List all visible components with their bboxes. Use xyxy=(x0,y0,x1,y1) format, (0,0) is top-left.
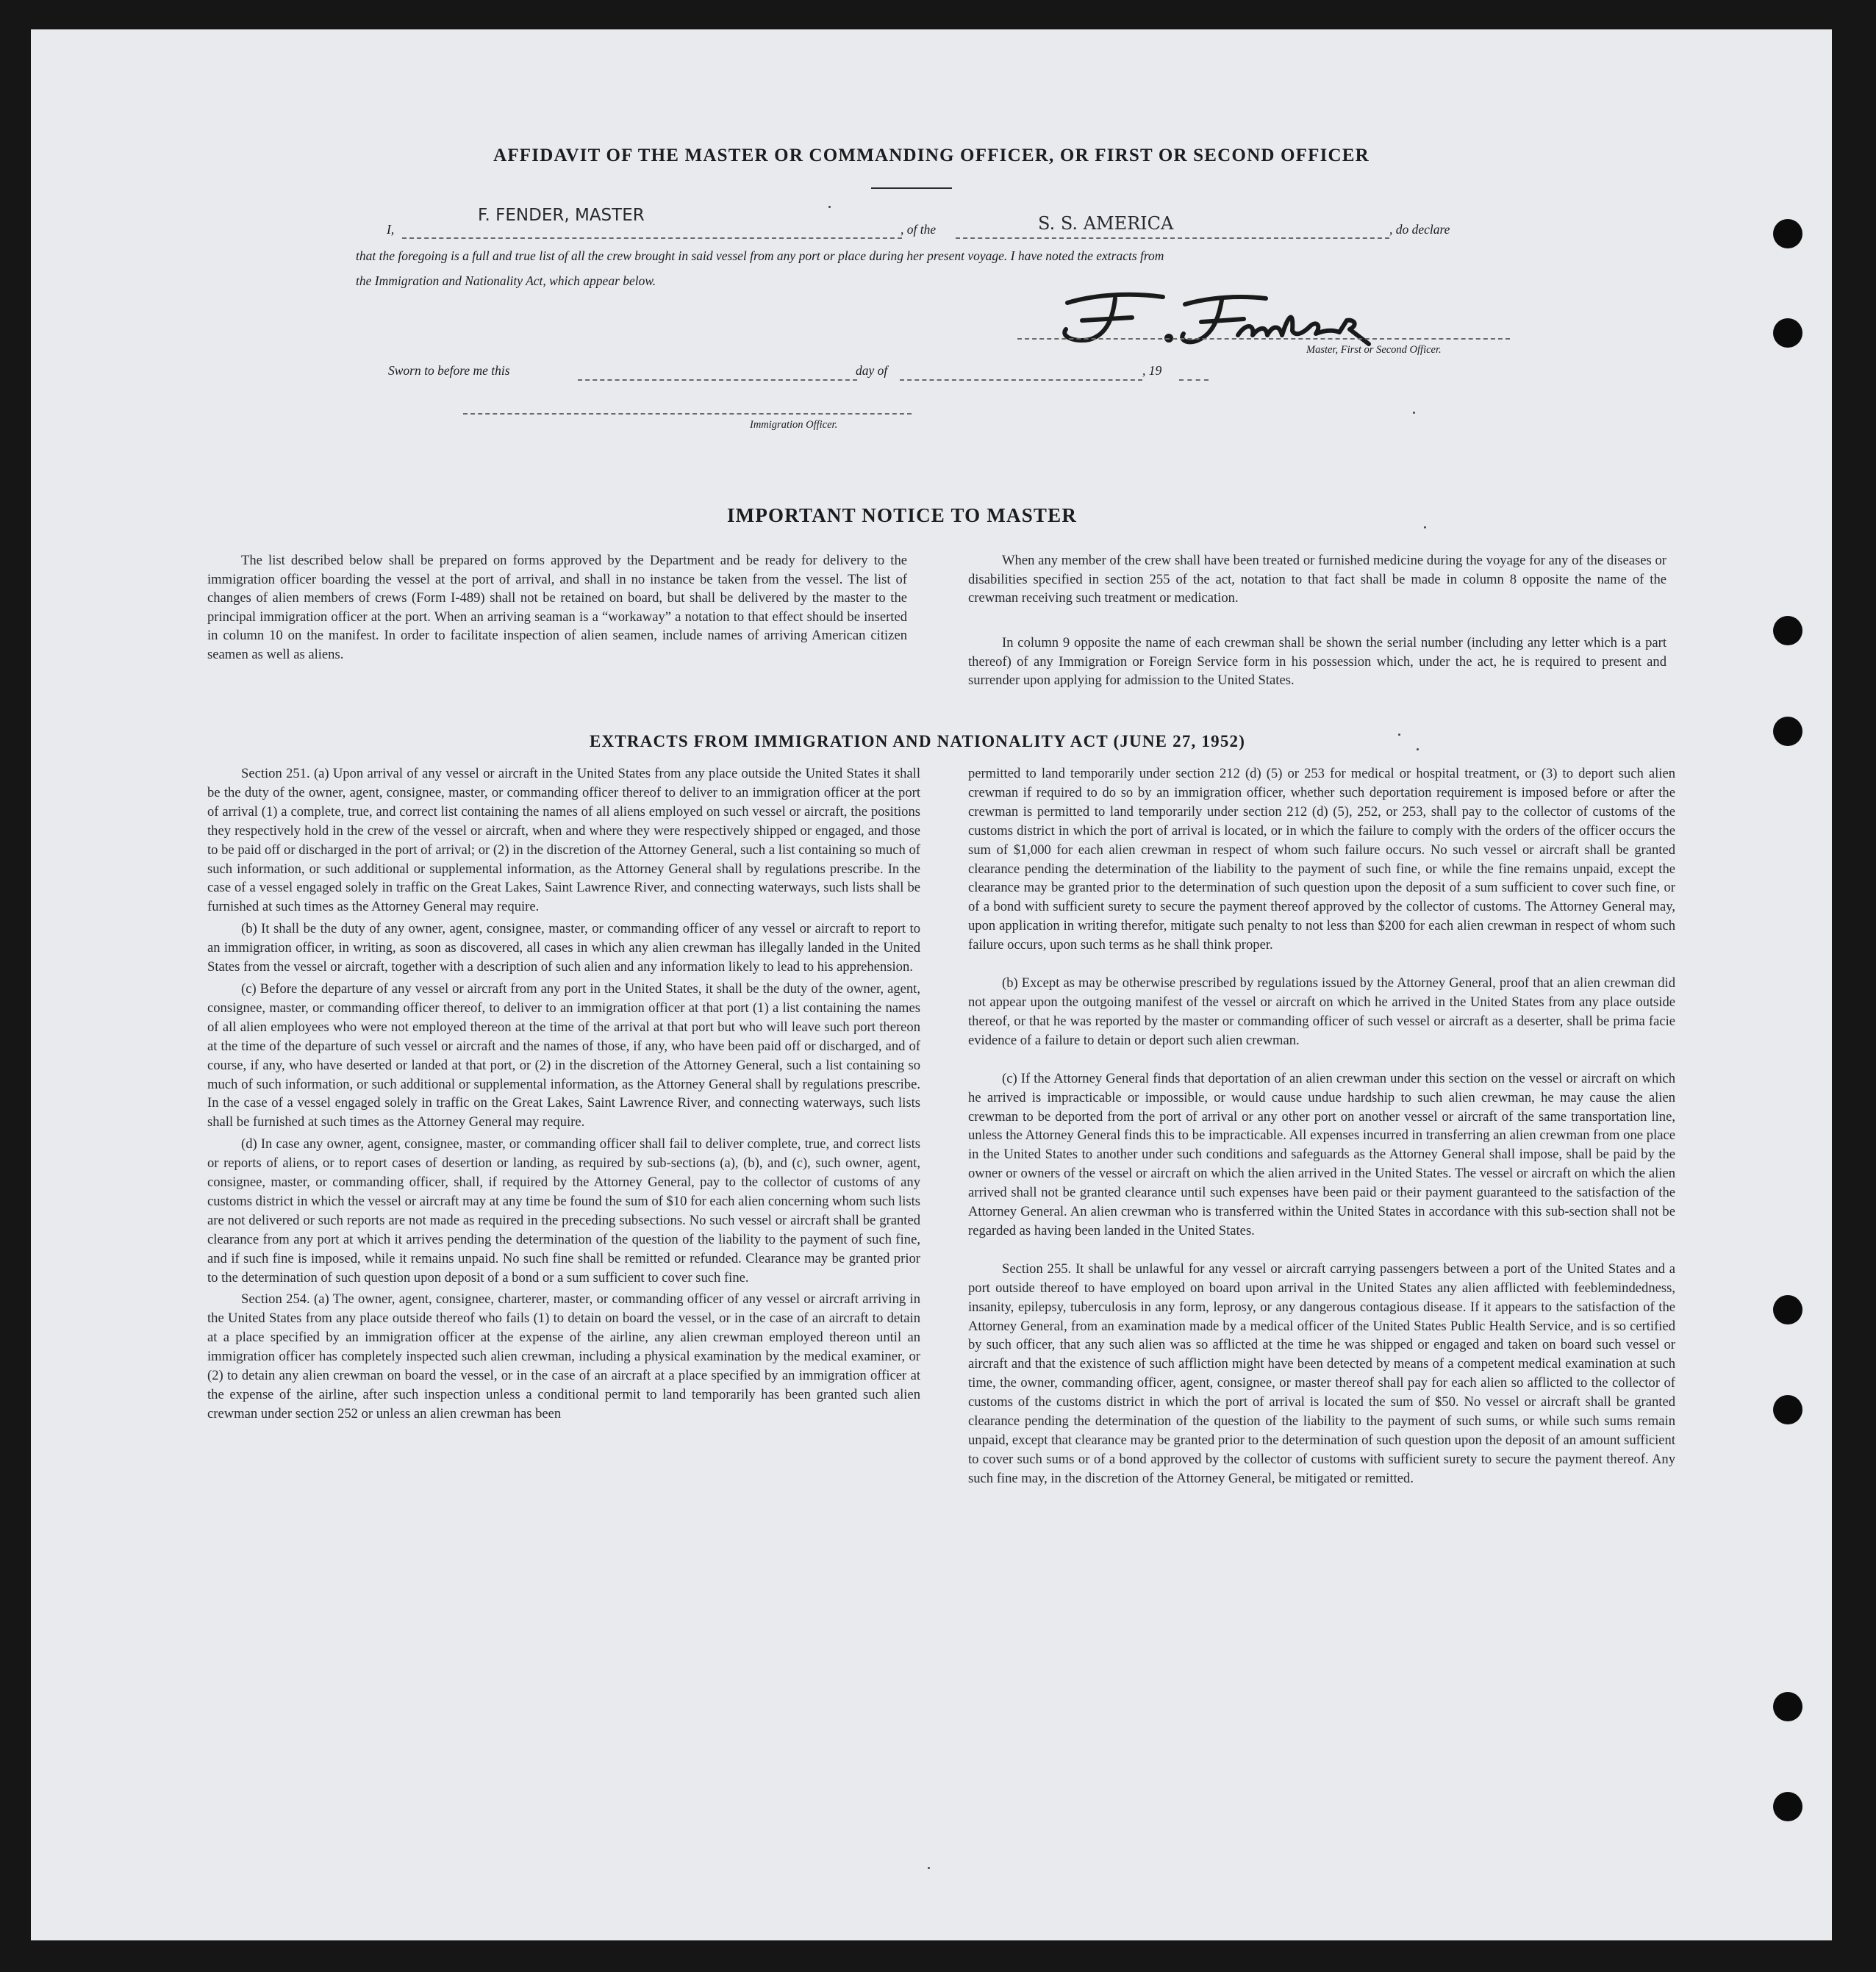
speck xyxy=(928,1867,930,1869)
binder-hole-8 xyxy=(1773,1792,1802,1821)
section-254-c: (c) If the Attorney General finds that deportation of an alien crewman under this section on the vessel or aircraft on which he arrived is impracticable or impossible, or would cause undue hardship to such alien crewman, he may cause the alien crewman to be deported from the port of arrival or any other port on another vessel or aircraft of the same transportation line, unless the Attorney General finds this to be impracticable. All expenses incurred in transferring an alien crewman from one place in the United States to another under such conditions and safeguards as the Attorney General shall impose, shall be paid by the owner or owners of the vessel or aircraft on which the alien arrived in the United States. The vessel or aircraft on which the alien arrived shall not be granted clearance until such expenses have been paid or their payment guaranteed to the satisfaction of the Attorney General. An alien crewman who is transferred within the United States in accordance with this sub-section shall not be regarded as having been landed in the United States. xyxy=(968,1070,1675,1238)
sworn-label: Sworn to before me this xyxy=(388,363,510,378)
extracts-left-column xyxy=(207,764,920,1427)
immigration-officer-line xyxy=(463,413,912,415)
of-the-label: , of the xyxy=(901,222,937,237)
binder-hole-1 xyxy=(1773,219,1802,248)
document-page xyxy=(31,29,1832,1940)
do-declare-label: , do declare xyxy=(1389,222,1450,237)
speck xyxy=(828,206,831,208)
binder-hole-2 xyxy=(1773,318,1802,348)
vessel-name-value: S. S. AMERICA xyxy=(1038,213,1174,234)
year-label: , 19 xyxy=(1142,363,1162,378)
sworn-month-line xyxy=(900,379,1142,381)
binder-hole-3 xyxy=(1773,616,1802,645)
immigration-officer-caption: Immigration Officer. xyxy=(750,419,838,431)
notice-right-paragraph-2: In column 9 opposite the name of each crewman shall be shown the serial number (including any letter which is a part thereof) of any Immigration or Foreign Service form in his possession which, under the act, he is required to present and surrender upon applying for admission to the United States. xyxy=(968,635,1666,689)
signature-line xyxy=(1017,338,1510,340)
sworn-day-line xyxy=(578,379,857,381)
sworn-year-line xyxy=(1179,379,1209,381)
binder-hole-5 xyxy=(1773,1295,1802,1324)
speck xyxy=(1413,412,1415,414)
vessel-name-line xyxy=(956,237,1389,239)
affidavit-title: AFFIDAVIT OF THE MASTER OR COMMANDING OFFICER, OR FIRST OR SECOND OFFICER xyxy=(493,146,1370,165)
binder-hole-4 xyxy=(1773,717,1802,746)
section-251-b: (b) It shall be the duty of any owner, agent, consignee, master, or commanding officer of any vessel or aircraft to report to an immigration officer, in writing, as soon as discovered, all cases in which any alien crewman has illegally landed in the United States from the vessel or aircraft, together with a description of such alien and any information likely to lead to his apprehension. xyxy=(207,921,920,975)
section-254-a-continued: permitted to land temporarily under section 212 (d) (5) or 253 for medical or hospital treatment, or (3) to deport such alien crewman if required to do so by an immigration officer, whether such deportation requirement is imposed before or after the crewman is permitted to land temporarily under section 212 (d) (5), 252, or 253, shall pay to the collector of customs of the customs district in which the port of arrival is located, or in which the failure to comply with the orders of the officer occurs the sum of $1,000 for each alien crewman in respect of whom such failure occurs. No such vessel or aircraft shall be granted clearance pending the determination of the liability to the payment of such fine, or while the fine remains unpaid, except the clearance may be granted prior to the determination of such question upon the deposit of a sum sufficient to cover such fine, or of a bond with sufficient surety to secure the payment thereof approved by the collector of customs. The Attorney General may, upon application in writing therefor, mitigate such penalty to not less than $200 for each alien crewman in respect of whom such failure occurs, upon such terms as he shall think proper. xyxy=(968,766,1675,953)
section-254-a: Section 254. (a) The owner, agent, consignee, charterer, master, or commanding officer of any vessel or aircraft arriving in the United States from any place outside thereof who fails (1) to detain on board the vessel, or in the case of an aircraft to detain at a place specified by an immigration officer at the expense of the airline, any alien crewman employed thereon until an immigration officer has completely inspected such alien crewman, including a physical examination by the medical examiner, or (2) to detain any alien crewman on board the vessel, or in the case of an aircraft at a place specified by an immigration officer at the expense of the airline, after such inspection unless a conditional permit to land temporarily has been granted such alien crewman under section 252 or unless an alien crewman has been xyxy=(207,1291,920,1421)
title-divider xyxy=(871,187,952,189)
binder-hole-6 xyxy=(1773,1395,1802,1424)
master-name-line xyxy=(402,237,902,239)
master-name-value: F. FENDER, MASTER xyxy=(478,206,645,225)
section-251-c: (c) Before the departure of any vessel or aircraft from any port in the United States, it shall be the duty of the owner, agent, consignee, master, or commanding officer thereof, to deliver to an immigration officer at that port (1) a list containing the names of all alien employees who were not employed thereon at the time of the arrival at that port but who will leave such port thereon at the time of the departure of such vessel or aircraft and the names of those, if any, who have been paid off or discharged, and of course, if any, who have deserted or landed at that port, or (2) in the discretion of the Attorney General, such a list containing so much of such information, or such additional or supplemental information, as the Attorney General shall by regulations prescribe. In the case of a vessel engaged solely in traffic on the Great Lakes, Saint Lawrence River, and connecting waterways, such lists shall be furnished at such times as the Attorney General may require. xyxy=(207,980,920,1130)
notice-title: IMPORTANT NOTICE TO MASTER xyxy=(726,504,1078,526)
binder-hole-7 xyxy=(1773,1692,1802,1721)
declaration-line-2: the Immigration and Nationality Act, which appear below. xyxy=(356,273,656,288)
i-label: I, xyxy=(387,222,395,237)
section-251-a: Section 251. (a) Upon arrival of any vessel or aircraft in the United States from any place outside the United States it shall be the duty of the owner, agent, consignee, master, or commanding officer thereof to deliver to an immigration officer at the port of arrival (1) a complete, true, and correct list containing the names of all aliens employed on such vessel or aircraft, the positions they respectively hold in the crew of the vessel or aircraft, when and where they were respectively shipped or engaged, and those to be paid off or discharged in the port of arrival; or (2) in the discretion of the Attorney General, such a list containing so much of such information, or such additional or supplemental information, as the Attorney General shall by regulations prescribe. In the case of a vessel engaged solely in traffic on the Great Lakes, Saint Lawrence River, and connecting waterways, such lists shall be furnished at such times as the Attorney General may require. xyxy=(207,766,920,915)
notice-left-paragraph: The list described below shall be prepared on forms approved by the Department and be ready for delivery to the immigration officer boarding the vessel at the port of arrival, and shall in no instance be taken from the vessel. The list of changes of alien members of crews (Form I-489) shall not be retained on board, but shall be delivered by the master to the principal immigration officer at the port. When an arriving seaman is a “workaway” a notation to that effect should be inserted in column 10 on the manifest. In order to facilitate inspection of alien seamen, include names of arriving American citizen seamen as well as aliens. xyxy=(207,553,907,662)
extracts-title: EXTRACTS FROM IMMIGRATION AND NATIONALITY ACT (JUNE 27, 1952) xyxy=(590,732,1246,750)
extracts-right-column xyxy=(968,764,1675,1491)
section-251-d: (d) In case any owner, agent, consignee, master, or commanding officer shall fail to deliver complete, true, and correct lists or reports of aliens, or to report cases of desertion or landing, as required by sub-sections (a), (b), and (c), such owner, agent, consignee, master, or commanding officer, shall, if required by the Attorney General, pay to the collector of customs of any customs district in which the vessel or aircraft may at any time be found the sum of $10 for each alien concerning whom such lists are not delivered or such reports are not made as required in the preceding subsections. No such vessel or aircraft shall be granted clearance from any port at which it arrives pending the determination of the question of the liability to the payment of such fine, and if such fine is imposed, while it remains unpaid. No such fine shall be remitted or refunded. Clearance may be granted prior to the determination of such question upon deposit of a bond or a sum sufficient to cover such fine. xyxy=(207,1136,920,1286)
declaration-line-1: that the foregoing is a full and true list of all the crew brought in said vessel from any port or place during her present voyage. I have noted the extracts from xyxy=(356,248,1164,263)
day-of-label: day of xyxy=(856,363,888,378)
notice-right-paragraph-1: When any member of the crew shall have been treated or furnished medicine during the voyage for any of the diseases or disabilities specified in section 255 of the act, notation to that fact shall be made in column 8 opposite the name of the crewman receiving such treatment or medication. xyxy=(968,553,1666,606)
signature-caption: Master, First or Second Officer. xyxy=(1306,344,1442,356)
speck xyxy=(1424,526,1426,528)
section-254-b: (b) Except as may be otherwise prescribed by regulations issued by the Attorney General, proof that an alien crewman did not appear upon the outgoing manifest of the vessel or aircraft on which he arrived in the United States from any place outside thereof, or that he was reported by the master or commanding officer of such vessel or aircraft as a deserter, shall be prima facie evidence of a failure to detain or deport such alien crewman. xyxy=(968,975,1675,1048)
speck xyxy=(1398,734,1400,736)
section-255: Section 255. It shall be unlawful for any vessel or aircraft carrying passengers between a port of the United States and a port outside thereof to have employed on board upon arrival in the United States any alien afflicted with feeblemindedness, insanity, epilepsy, tuberculosis in any form, leprosy, or any dangerous contagious disease. If it appears to the satisfaction of the Attorney General, from an examination made by a medical officer of the United States Public Health Service, and is so certified by such officer, that any such alien was so afflicted at the time he was shipped or engaged and taken on board such vessel or aircraft and that the existence of such affliction might have been detected by means of a competent medical examination at such time, the owner, commanding officer, agent, consignee, or master thereof shall pay for each alien so afflicted to the collector of customs of the customs district in which the port of arrival is located the sum of $50. No vessel or aircraft shall be granted clearance pending the determination of the question of the liability to the payment of such sums, or while such sums remain unpaid, except that clearance may be granted prior to the determination of such question upon the deposit of an amount sufficient to cover such sums or of a bond approved by the collector of customs with sufficient surety to secure the payment thereof. Any such fine may, in the discretion of the Attorney General, be mitigated or remitted. xyxy=(968,1261,1675,1486)
speck xyxy=(1417,748,1419,750)
